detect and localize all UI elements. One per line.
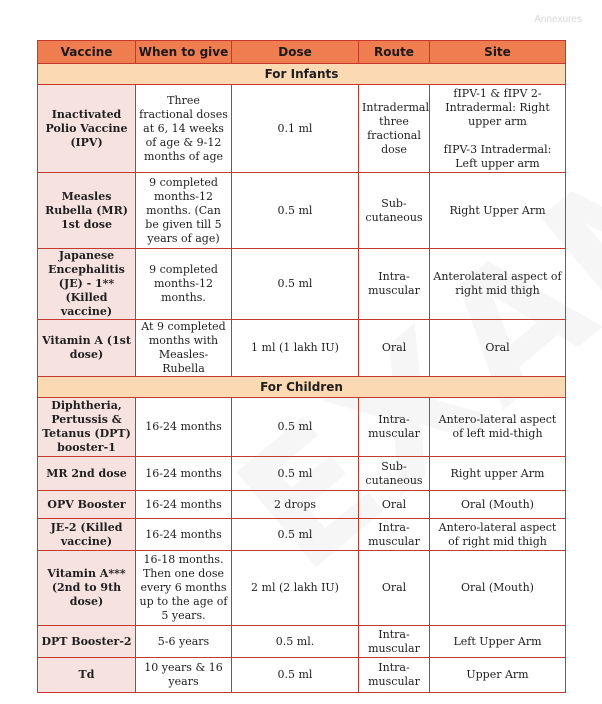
when-cell: At 9 completed months with Measles-Rubella: [136, 320, 232, 377]
when-cell: 16-24 months: [136, 398, 232, 457]
site-cell: [430, 85, 566, 173]
route-cell: Intra-muscular: [359, 398, 430, 457]
site-line: Antero-lateral aspect of right mid thigh: [438, 520, 557, 548]
when-cell: 10 years & 16 years: [136, 658, 232, 693]
table-row: [38, 519, 566, 551]
table-row: [38, 626, 566, 658]
table-row: [38, 173, 566, 249]
vaccine-cell: JE-2 (Killed vaccine): [38, 519, 136, 551]
section-row: [38, 377, 566, 398]
vaccine-cell: Measles Rubella (MR) 1st dose: [38, 173, 136, 249]
route-cell: Intra-muscular: [359, 249, 430, 320]
site-cell: [430, 249, 566, 320]
dose-cell: 1 ml (1 lakh IU): [232, 320, 359, 377]
site-line: Antero-lateral aspect of left mid-thigh: [438, 413, 557, 440]
section-title: For Infants: [38, 64, 566, 85]
corner-label: Annexures: [534, 14, 582, 25]
site-cell: [430, 658, 566, 693]
table-row: [38, 658, 566, 693]
when-cell: 5-6 years: [136, 626, 232, 658]
table-row: [38, 320, 566, 377]
header-route: Route: [359, 41, 430, 64]
section-row: [38, 64, 566, 85]
vaccine-cell: DPT Booster-2: [38, 626, 136, 658]
site-cell: [430, 320, 566, 377]
when-cell: 16-18 months. Then one dose every 6 months up to the age of 5 years.: [136, 551, 232, 626]
when-cell: Three fractional doses at 6, 14 weeks of age & 9-12 months of age: [136, 85, 232, 173]
vaccine-cell: Vitamin A (1st dose): [38, 320, 136, 377]
site-cell: [430, 551, 566, 626]
dose-cell: 0.5 ml: [232, 398, 359, 457]
site-line: Right upper Arm: [450, 466, 545, 480]
site-line: Oral (Mouth): [461, 497, 534, 511]
when-cell: 9 completed months-12 months. (Can be given till 5 years of age): [136, 173, 232, 249]
header-vaccine: Vaccine: [38, 41, 136, 64]
site-cell: [430, 173, 566, 249]
vaccine-cell: MR 2nd dose: [38, 457, 136, 491]
when-cell: 16-24 months: [136, 491, 232, 519]
table-row: [38, 398, 566, 457]
route-cell: Intra-muscular: [359, 519, 430, 551]
site-line: Anterolateral aspect of right mid thigh: [433, 270, 562, 297]
site-line: Oral (Mouth): [461, 581, 534, 594]
vaccine-cell: Diphtheria, Pertussis & Tetanus (DPT) booster-1: [38, 398, 136, 457]
header-site: Site: [430, 41, 566, 64]
section-title: For Children: [38, 377, 566, 398]
table-row: [38, 551, 566, 626]
site-cell: [430, 398, 566, 457]
when-cell: 16-24 months: [136, 519, 232, 551]
dose-cell: 0.5 ml: [232, 173, 359, 249]
route-cell: Intra-muscular: [359, 658, 430, 693]
vaccine-cell: Inactivated Polio Vaccine (IPV): [38, 85, 136, 173]
vaccine-schedule-table: [37, 40, 566, 693]
header-when-to-give: When to give: [136, 41, 232, 64]
route-cell: Sub-cutaneous: [359, 173, 430, 249]
site-line: Oral: [485, 341, 510, 354]
site-cell: [430, 519, 566, 551]
vaccine-cell: Japanese Encephalitis (JE) - 1**(Killed vaccine): [38, 249, 136, 320]
route-cell: Intradermal three fractional dose: [359, 85, 430, 173]
route-cell: Oral: [359, 491, 430, 519]
site-line: Right Upper Arm: [449, 203, 546, 217]
vaccine-cell: Vitamin A*** (2nd to 9th dose): [38, 551, 136, 626]
route-cell: Intra-muscular: [359, 626, 430, 658]
dose-cell: 0.5 ml: [232, 658, 359, 693]
site-line: Upper Arm: [466, 668, 529, 681]
site-line: Left Upper Arm: [453, 634, 542, 648]
dose-cell: 0.5 ml: [232, 249, 359, 320]
table-row: [38, 491, 566, 519]
dose-cell: 0.5 ml: [232, 457, 359, 491]
site-cell: [430, 491, 566, 519]
when-cell: 16-24 months: [136, 457, 232, 491]
table-body: [38, 64, 566, 693]
site-cell: [430, 626, 566, 658]
table-row: [38, 249, 566, 320]
table-row: [38, 457, 566, 491]
dose-cell: 0.5 ml: [232, 519, 359, 551]
vaccine-cell: Td: [38, 658, 136, 693]
site-line: fIPV-1 & fIPV 2- Intradermal: Right upper arm: [445, 86, 550, 128]
vaccine-cell: OPV Booster: [38, 491, 136, 519]
table-row: [38, 85, 566, 173]
route-cell: Oral: [359, 551, 430, 626]
dose-cell: 2 ml (2 lakh IU): [232, 551, 359, 626]
header-row: [38, 41, 566, 64]
when-cell: 9 completed months-12 months.: [136, 249, 232, 320]
header-dose: Dose: [232, 41, 359, 64]
route-cell: Sub-cutaneous: [359, 457, 430, 491]
site-cell: [430, 457, 566, 491]
route-cell: Oral: [359, 320, 430, 377]
dose-cell: 2 drops: [232, 491, 359, 519]
dose-cell: 0.5 ml.: [232, 626, 359, 658]
site-line: fIPV-3 Intradermal: Left upper arm: [443, 142, 552, 170]
dose-cell: 0.1 ml: [232, 85, 359, 173]
